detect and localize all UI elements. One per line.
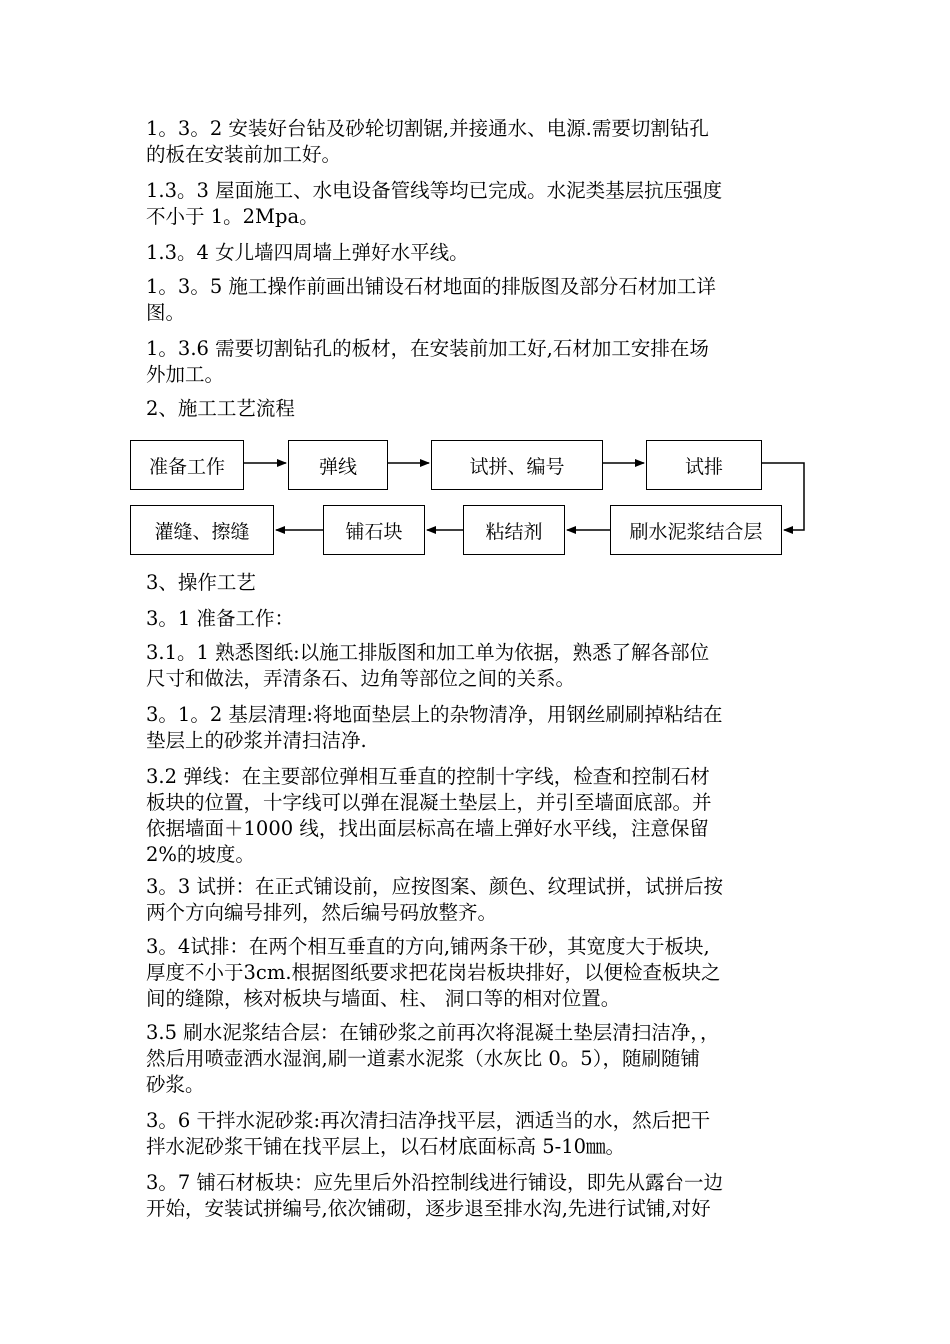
text-line: 2、施工工艺流程 <box>146 397 295 420</box>
text-line: 板块的位置，十字线可以弹在混凝土垫层上，并引至墙面底部。并 <box>146 791 712 814</box>
text-line: 1。3。2 安装好台钻及砂轮切割锯,并接通水、电源.需要切割钻孔 <box>146 117 709 140</box>
text-line: 3。1。2 基层清理:将地面垫层上的杂物清净，用钢丝刷刷掉粘结在 <box>146 703 723 726</box>
text-line: 3.2 弹线：在主要部位弹相互垂直的控制十字线，检查和控制石材 <box>146 765 710 788</box>
text-line: 垫层上的砂浆并清扫洁净. <box>146 729 367 752</box>
arrow-down-return <box>762 463 804 530</box>
text-line: 3.1。1 熟悉图纸:以施工排版图和加工单为依据，熟悉了解各部位 <box>146 641 710 664</box>
flow-step-adhesive: 粘结剂 <box>463 505 565 555</box>
text-line: 间的缝隙，核对板块与墙面、柱、 洞口等的相对位置。 <box>146 987 621 1010</box>
text-line: 不小于 1。2Mpa。 <box>146 205 319 228</box>
flow-step-trial-layout: 试排 <box>646 440 762 490</box>
paragraph-3-5 <box>146 1020 816 1098</box>
text-line: 3。6 干拌水泥砂浆:再次清扫洁净找平层，洒适当的水，然后把干 <box>146 1109 711 1132</box>
text-line: 图。 <box>146 301 186 324</box>
text-line: 砂浆。 <box>146 1073 205 1096</box>
flow-step-lay-stone: 铺石块 <box>323 505 425 555</box>
text-line: 1。3.6 需要切割钻孔的板材，在安装前加工好,石材加工安排在场 <box>146 337 709 360</box>
text-line: 2%的坡度。 <box>146 843 255 866</box>
paragraph-3-1-2 <box>146 702 816 754</box>
text-line: 开始，安装试拼编号,依次铺砌，逐步退至排水沟,先进行试铺,对好 <box>146 1197 711 1220</box>
text-line: 3。4试排：在两个相互垂直的方向,铺两条干砂，其宽度大于板块, <box>146 935 710 958</box>
text-line: 外加工。 <box>146 363 225 386</box>
flow-step-trial-fit-numbering: 试拼、编号 <box>431 440 603 490</box>
text-line: 尺寸和做法，弄清条石、边角等部位之间的关系。 <box>146 667 576 690</box>
text-line: 拌水泥砂浆干铺在找平层上，以石材底面标高 5-10㎜。 <box>146 1135 626 1158</box>
section-heading-3 <box>146 570 816 596</box>
text-line: 3。3 试拼：在正式铺设前，应按图案、颜色、纹理试拼，试拼后按 <box>146 875 724 898</box>
text-line: 1。3。5 施工操作前画出铺设石材地面的排版图及部分石材加工详 <box>146 275 716 298</box>
text-line: 依据墙面＋1000 线，找出面层标高在墙上弹好水平线，注意保留 <box>146 817 709 840</box>
flow-step-preparation: 准备工作 <box>130 440 244 490</box>
paragraph-3-6 <box>146 1108 816 1160</box>
text-line: 厚度不小于3cm.根据图纸要求把花岗岩板块排好，以便检查板块之 <box>146 961 721 984</box>
paragraph-3-1 <box>146 606 816 632</box>
text-line: 3。7 铺石材板块：应先里后外沿控制线进行铺设，即先从露台一边 <box>146 1171 724 1194</box>
text-line: 的板在安装前加工好。 <box>146 143 342 166</box>
text-line: 1.3。3 屋面施工、水电设备管线等均已完成。水泥类基层抗压强度 <box>146 179 723 202</box>
text-line: 两个方向编号排列，然后编号码放整齐。 <box>146 901 498 924</box>
paragraph-3-2 <box>146 764 816 868</box>
flow-step-grout-wipe: 灌缝、擦缝 <box>130 505 274 555</box>
paragraph-3-4 <box>146 934 816 1012</box>
text-line: 然后用喷壶洒水湿润,刷一道素水泥浆（水灰比 0。5），随刷随铺 <box>146 1047 700 1070</box>
text-line: 3、操作工艺 <box>146 571 256 594</box>
text-line: 1.3。4 女儿墙四周墙上弹好水平线。 <box>146 241 469 264</box>
text-line: 3。1 准备工作： <box>146 607 295 630</box>
paragraph-3-3 <box>146 874 816 926</box>
text-line: 3.5 刷水泥浆结合层：在铺砂浆之前再次将混凝土垫层清扫洁净，， <box>146 1021 720 1044</box>
flow-step-cement-slurry-bond: 刷水泥浆结合层 <box>610 505 782 555</box>
flow-step-snap-line: 弹线 <box>288 440 388 490</box>
paragraph-3-1-1 <box>146 640 816 692</box>
paragraph-3-7 <box>146 1170 816 1222</box>
